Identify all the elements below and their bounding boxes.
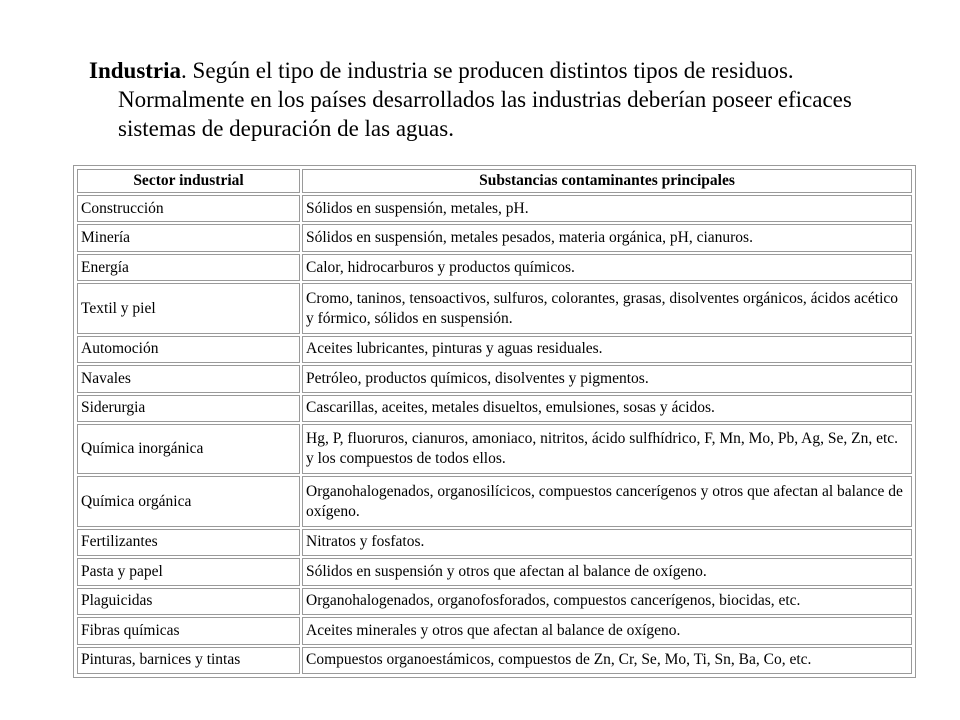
- table-row: [77, 424, 912, 474]
- substances-cell: Sólidos en suspensión, metales pesados, materia orgánica, pH, cianuros.: [302, 224, 912, 251]
- sector-cell: Química inorgánica: [77, 424, 300, 474]
- sector-cell: Textil y piel: [77, 283, 300, 333]
- table-row: [77, 529, 912, 556]
- intro-text: . Según el tipo de industria se producen distintos tipos de residuos. Normalmente en los países desarrollados las industrias deberían poseer eficaces sistemas de depuración de las aguas.: [118, 58, 852, 141]
- intro-bold-term: Industria: [89, 58, 182, 83]
- sector-cell: Química orgánica: [77, 476, 300, 526]
- sector-cell: Siderurgia: [77, 395, 300, 422]
- table-row: [77, 558, 912, 585]
- substances-cell: Petróleo, productos químicos, disolventes y pigmentos.: [302, 365, 912, 392]
- sector-cell: Energía: [77, 254, 300, 281]
- table-row: [77, 254, 912, 281]
- sector-cell: Construcción: [77, 195, 300, 222]
- sector-cell: Plaguicidas: [77, 588, 300, 615]
- header-substances: Substancias contaminantes principales: [302, 169, 912, 193]
- sector-cell: Fertilizantes: [77, 529, 300, 556]
- substances-cell: Hg, P, fluoruros, cianuros, amoniaco, nitritos, ácido sulfhídrico, F, Mn, Mo, Pb, Ag, Se, Zn, etc. y los compuestos de todos ellos.: [302, 424, 912, 474]
- substances-cell: Aceites minerales y otros que afectan al balance de oxígeno.: [302, 617, 912, 644]
- substances-cell: Calor, hidrocarburos y productos químicos.: [302, 254, 912, 281]
- pollutants-table-frame: [73, 165, 916, 678]
- sector-cell: Pasta y papel: [77, 558, 300, 585]
- intro-paragraph: [89, 56, 878, 143]
- substances-cell: Sólidos en suspensión, metales, pH.: [302, 195, 912, 222]
- table-row: [77, 588, 912, 615]
- table-row: [77, 336, 912, 363]
- substances-cell: Aceites lubricantes, pinturas y aguas residuales.: [302, 336, 912, 363]
- table-row: [77, 395, 912, 422]
- sector-cell: Automoción: [77, 336, 300, 363]
- table-row: [77, 617, 912, 644]
- sector-cell: Navales: [77, 365, 300, 392]
- table-row: [77, 365, 912, 392]
- table-row: [77, 224, 912, 251]
- substances-cell: Nitratos y fosfatos.: [302, 529, 912, 556]
- substances-cell: Organohalogenados, organosilícicos, compuestos cancerígenos y otros que afectan al balance de oxígeno.: [302, 476, 912, 526]
- substances-cell: Sólidos en suspensión y otros que afectan al balance de oxígeno.: [302, 558, 912, 585]
- substances-cell: Organohalogenados, organofosforados, compuestos cancerígenos, biocidas, etc.: [302, 588, 912, 615]
- sector-cell: Pinturas, barnices y tintas: [77, 647, 300, 674]
- table-row: [77, 283, 912, 333]
- header-sector: Sector industrial: [77, 169, 300, 193]
- table-header-row: [77, 169, 912, 193]
- table-row: [77, 195, 912, 222]
- table-row: [77, 647, 912, 674]
- pollutants-table: [75, 167, 914, 676]
- substances-cell: Cascarillas, aceites, metales disueltos, emulsiones, sosas y ácidos.: [302, 395, 912, 422]
- sector-cell: Fibras químicas: [77, 617, 300, 644]
- substances-cell: Cromo, taninos, tensoactivos, sulfuros, colorantes, grasas, disolventes orgánicos, ácidos acético y fórmico, sólidos en suspensión.: [302, 283, 912, 333]
- sector-cell: Minería: [77, 224, 300, 251]
- substances-cell: Compuestos organoestámicos, compuestos de Zn, Cr, Se, Mo, Ti, Sn, Ba, Co, etc.: [302, 647, 912, 674]
- table-row: [77, 476, 912, 526]
